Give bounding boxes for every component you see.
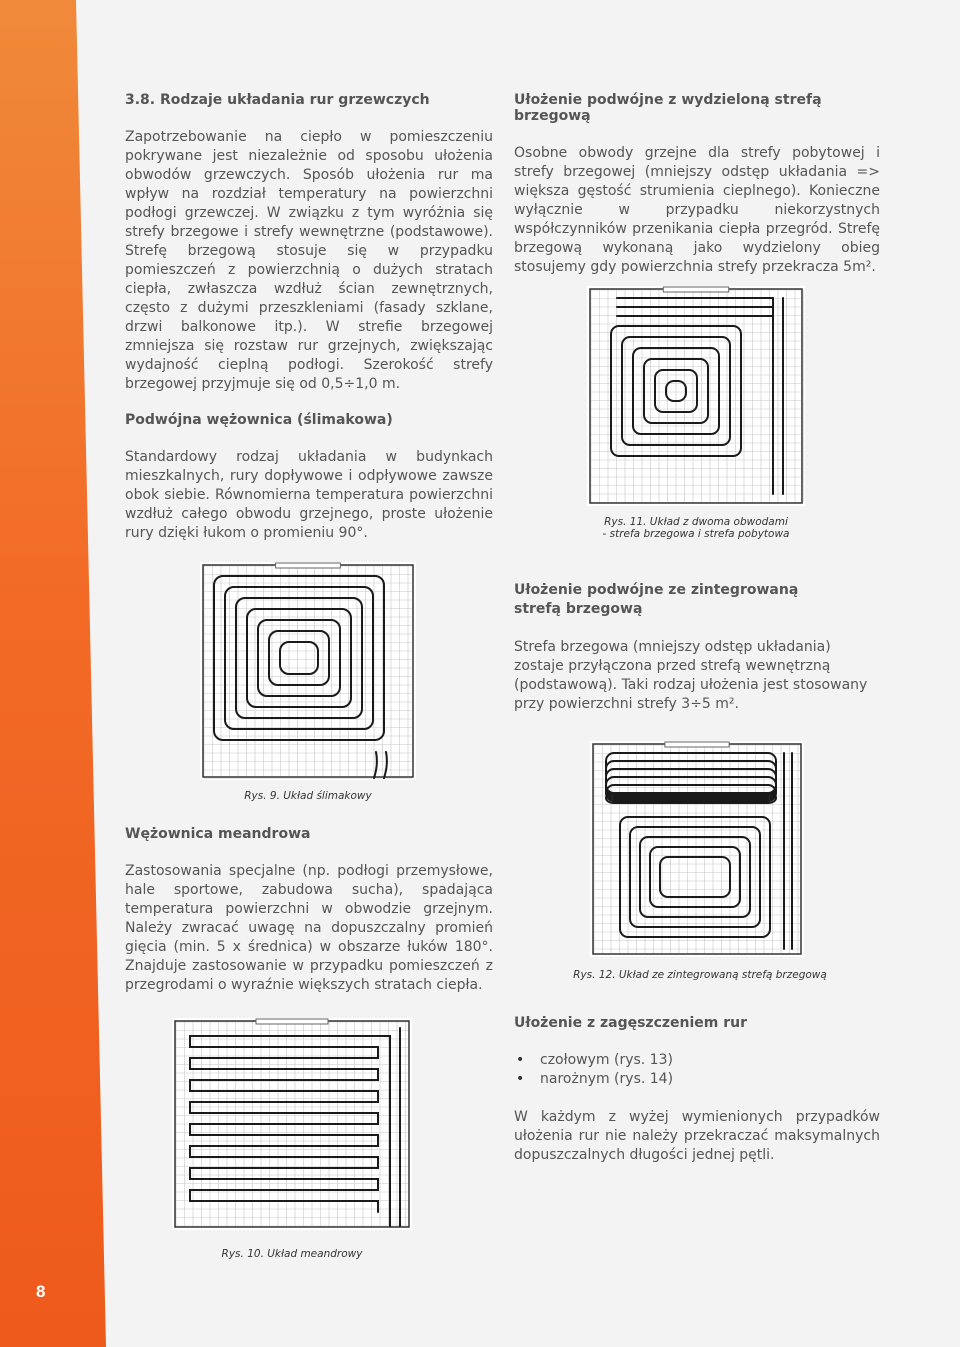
left-column xyxy=(125,92,493,394)
figure-spiral xyxy=(200,562,416,780)
core-spiral-loop xyxy=(620,817,770,937)
figure-double-integrated xyxy=(590,741,804,957)
densified-bullets xyxy=(514,1051,880,1089)
spiral-loop xyxy=(247,609,351,707)
figure-double-separate xyxy=(587,286,805,506)
caption-fig11-line2: - strefa brzegowa i strefa pobytowa xyxy=(602,528,790,540)
caption-fig12: Rys. 12. Układ ze zintegrowaną strefą brzegową xyxy=(573,969,827,981)
caption-fig10: Rys. 10. Układ meandrowy xyxy=(221,1248,363,1260)
edge-zone-loop xyxy=(606,753,776,793)
page-number: 8 xyxy=(36,1282,46,1301)
manifold xyxy=(256,1019,328,1024)
spiral-heading: Podwójna wężownica (ślimakowa) xyxy=(125,412,393,428)
meander-text: Zastosowania specjalne (np. podłogi przemysłowe, hale sportowe, zabudowa sucha), spadająca temperatura powierzchni w obwodzie grzejnym. Należy zwracać uwagę na dopuszczalny promień gięcia (min. 5 x średnica) w obszarze łuków 180°. Znajduje zastosowanie w przypadku pomieszczeń z przegrodami o wyraźnie większych stratach ciepła. xyxy=(125,863,493,993)
double-separate-heading: Ułożenie podwójne z wydzieloną strefą brzegową xyxy=(514,92,822,124)
return-pipe xyxy=(384,752,387,778)
manifold xyxy=(663,287,728,292)
section-title: 3.8. Rodzaje układania rur grzewczych xyxy=(125,92,430,108)
spiral-loop xyxy=(280,642,318,674)
double-integrated-section xyxy=(514,581,884,714)
densified-section xyxy=(514,1015,880,1165)
manifold xyxy=(276,563,341,568)
room-outline xyxy=(203,565,413,777)
spiral-text: Standardowy rodzaj układania w budynkach mieszkalnych, rury dopływowe i odpływowe zawsze obok siebie. Równomierna temperatura powierzchni wzdłuż całego obwodu grzejnego, proste ułożenie rury dzięki łukom o promieniu 90°. xyxy=(125,449,493,541)
figure-meander xyxy=(172,1018,412,1230)
spiral-section xyxy=(125,412,493,543)
bullet-item: • czołowym (rys. 13) xyxy=(514,1051,880,1070)
meander-section xyxy=(125,826,493,995)
core-spiral-loop xyxy=(640,837,750,917)
spiral-loop xyxy=(269,631,329,685)
double-integrated-diagram xyxy=(590,741,804,957)
supply-pipe xyxy=(374,752,377,778)
densified-text: W każdym z wyżej wymienionych przypadków ułożenia rur nie należy przekraczać maksymalnych dopuszczalnych długości jednej pętli. xyxy=(514,1109,880,1163)
bullet-item: • narożnym (rys. 14) xyxy=(514,1070,880,1089)
double-separate-diagram xyxy=(587,286,805,506)
caption-fig9: Rys. 9. Układ ślimakowy xyxy=(244,790,372,802)
caption-fig11 xyxy=(587,516,805,540)
double-integrated-text: Strefa brzegowa (mniejszy odstęp układania) zostaje przyłączona przed strefą wewnętrzną (podstawową). Taki rodzaj ułożenia jest stosowany przy powierzchni strefy 3÷5 m². xyxy=(514,639,868,712)
meander-heading: Wężownica meandrowa xyxy=(125,826,311,842)
intro-paragraph: Zapotrzebowanie na ciepło w pomieszczeniu pokrywane jest niezależnie od sposobu ułożenia obwodów grzewczych. Sposób ułożenia rur ma wpływ na rozdział temperatury na powierzchni podłogi grzewczej. W związku z tym wyróżnia się strefy brzegowe i strefy wewnętrzne (podstawowe). Strefę brzegową stosuje się w przypadku pomieszczeń z powierzchnią o dużych stratach ciepła, zwłaszcza wzdłuż ścian zewnętrznych, często z dużymi przeszkleniami (fasady szklane, drzwi balkonowe itp.). W strefie brzegowej zmniejsza się rozstaw rur grzejnych, zwiększając wydajność cieplną podłogi. Szerokość strefy brzegowej przyjmuje się od 0,5÷1,0 m. xyxy=(125,129,493,392)
orange-side-band xyxy=(0,0,110,1347)
caption-fig11-line1: Rys. 11. Układ z dwoma obwodami xyxy=(604,516,788,528)
double-integrated-heading: Ułożenie podwójne ze zintegrowaną strefą brzegową xyxy=(514,582,799,617)
densified-heading: Ułożenie z zagęszczeniem rur xyxy=(514,1015,748,1031)
double-separate-text: Osobne obwody grzejne dla strefy pobytowej i strefy brzegowej (mniejszy odstęp układania => większa gęstość strumienia cieplnego). Konieczne wyłącznie w przypadku niekorzystnych współczynników przenikania ciepła przegród. Strefę brzegową wykonaną jako wydzielony obieg stosujemy gdy powierzchnia strefy przekracza 5m². xyxy=(514,145,880,275)
manifold xyxy=(665,742,729,747)
meander-layout-diagram xyxy=(172,1018,412,1230)
spiral-layout-diagram xyxy=(200,562,416,780)
double-separate-section xyxy=(514,92,880,277)
